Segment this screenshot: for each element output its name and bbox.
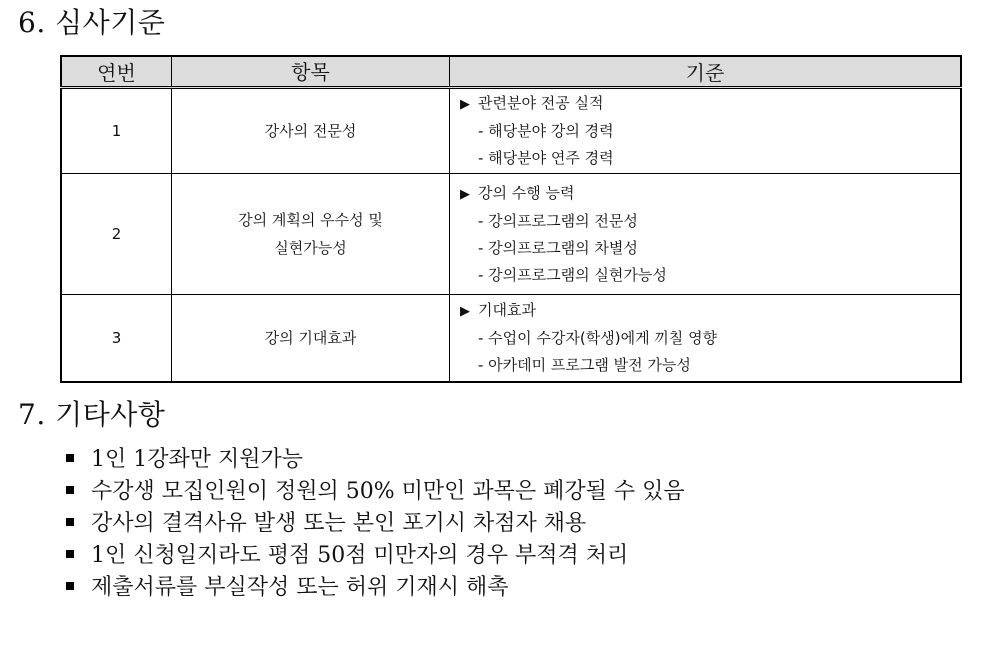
row-criteria bbox=[450, 88, 962, 174]
criteria-item: - 강의프로그램의 전문성 bbox=[478, 211, 638, 230]
other-notes-list bbox=[66, 444, 685, 604]
section-7-title: 7. 기타사항 bbox=[18, 398, 166, 431]
header-no: 연번 bbox=[61, 56, 172, 88]
list-item bbox=[66, 444, 685, 476]
criteria-item: - 강의프로그램의 실현가능성 bbox=[478, 265, 667, 284]
table-header-row bbox=[61, 56, 961, 88]
square-bullet-icon bbox=[66, 454, 74, 462]
list-item bbox=[66, 572, 685, 604]
criteria-item: - 수업이 수강자(학생)에게 끼칠 영향 bbox=[478, 329, 718, 347]
table-row bbox=[61, 174, 961, 295]
list-item-text: 강사의 결격사유 발생 또는 본인 포기시 차점자 채용 bbox=[91, 511, 587, 536]
square-bullet-icon bbox=[66, 550, 74, 558]
square-bullet-icon bbox=[66, 486, 74, 494]
criteria-heading bbox=[460, 297, 960, 325]
row-number: 3 bbox=[61, 295, 172, 383]
criteria-table bbox=[60, 55, 962, 383]
row-item bbox=[172, 88, 450, 174]
row-criteria bbox=[450, 174, 962, 295]
table-row bbox=[61, 88, 961, 174]
criteria-item: - 강의프로그램의 차별성 bbox=[478, 238, 638, 257]
list-item-text: 수강생 모집인원이 정원의 50% 미만인 과목은 폐강될 수 있음 bbox=[91, 479, 685, 504]
list-item-text: 1인 1강좌만 지원가능 bbox=[91, 447, 303, 472]
criteria-heading-text: 강의 수행 능력 bbox=[478, 183, 575, 202]
criteria-heading-text: 기대효과 bbox=[478, 301, 536, 319]
header-item: 항목 bbox=[172, 56, 450, 88]
row-item-line: 강사의 전문성 bbox=[264, 122, 357, 140]
criteria-item: - 아카데미 프로그램 발전 가능성 bbox=[478, 356, 691, 374]
criteria-item: - 해당분야 강의 경력 bbox=[478, 122, 614, 140]
criteria-heading bbox=[460, 180, 960, 208]
row-item-line: 강의 기대효과 bbox=[264, 329, 357, 347]
section-6-title: 6. 심사기준 bbox=[18, 6, 166, 39]
criteria-heading-text: 관련분야 전공 실적 bbox=[478, 94, 604, 112]
header-criteria: 기준 bbox=[450, 56, 962, 88]
row-number: 1 bbox=[61, 88, 172, 174]
list-item-text: 1인 신청일지라도 평점 50점 미만자의 경우 부적격 처리 bbox=[91, 543, 629, 568]
row-item bbox=[172, 174, 450, 295]
square-bullet-icon bbox=[66, 582, 74, 590]
criteria-item: - 해당분야 연주 경력 bbox=[478, 149, 614, 167]
list-item bbox=[66, 540, 685, 572]
table-row bbox=[61, 295, 961, 383]
row-item-line: 강의 계획의 우수성 및 bbox=[238, 211, 383, 229]
row-number: 2 bbox=[61, 174, 172, 295]
row-criteria bbox=[450, 295, 962, 383]
triangle-bullet-icon: ▶ bbox=[460, 304, 470, 319]
criteria-heading bbox=[460, 90, 960, 118]
row-item bbox=[172, 295, 450, 383]
list-item bbox=[66, 476, 685, 508]
square-bullet-icon bbox=[66, 518, 74, 526]
triangle-bullet-icon: ▶ bbox=[460, 186, 470, 202]
triangle-bullet-icon: ▶ bbox=[460, 97, 470, 112]
list-item bbox=[66, 508, 685, 540]
list-item-text: 제출서류를 부실작성 또는 허위 기재시 해촉 bbox=[91, 575, 509, 600]
row-item-line: 실현가능성 bbox=[274, 239, 347, 257]
